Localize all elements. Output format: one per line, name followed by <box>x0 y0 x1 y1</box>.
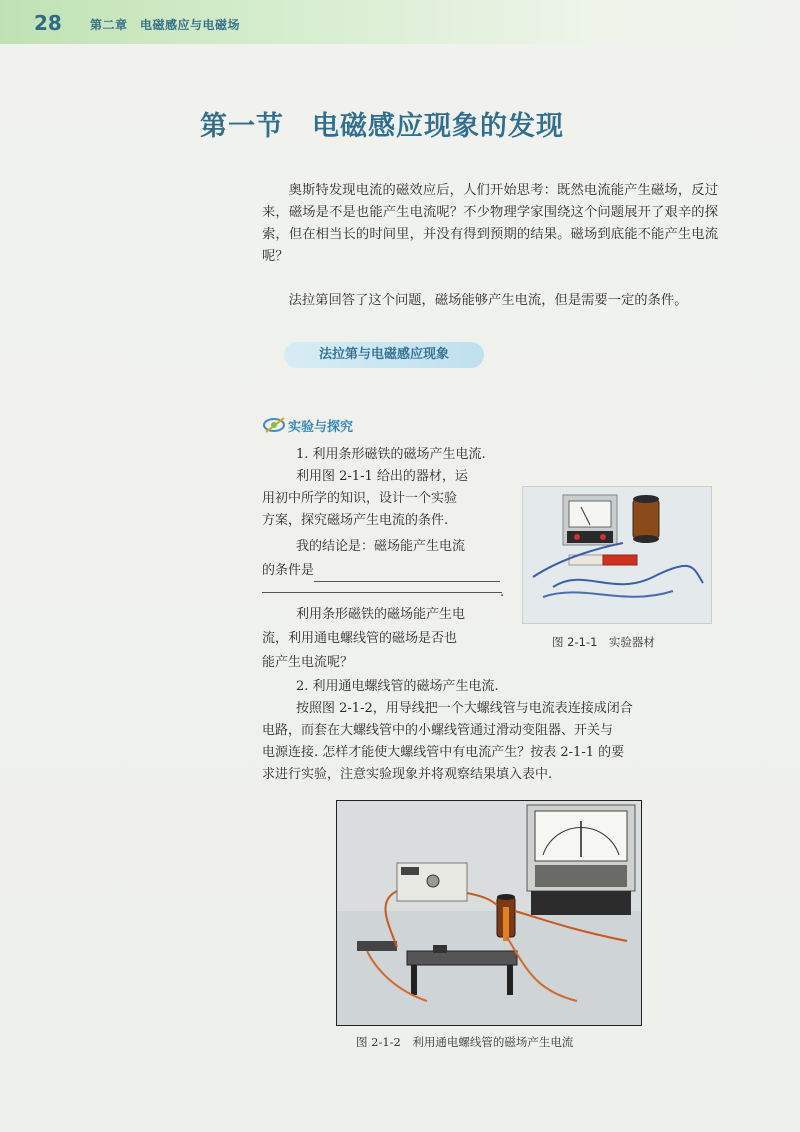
experiment-item-1-line: 用初中所学的知识，设计一个实验 <box>262 491 458 506</box>
question-line: 利用条形磁铁的磁场能产生电 <box>296 607 466 622</box>
figure-2-1-1-caption: 图 2-1-1 实验器材 <box>552 635 655 649</box>
apparatus-illustration <box>523 487 711 623</box>
experiment-item-2-line: 按照图 2-1-2，用导线把一个大螺线管与电流表连接成闭合 <box>296 701 633 716</box>
experiment-item-2-line: 电路，而套在大螺线管中的小螺线管通过滑动变阻器、开关与 <box>262 723 614 738</box>
solenoid-experiment-illustration <box>337 801 641 1025</box>
section-title: 第一节 电磁感应现象的发现 <box>200 111 564 142</box>
chapter-title: 第二章 电磁感应与电磁场 <box>90 18 241 32</box>
figure-2-1-2-photo <box>336 800 642 1026</box>
period-mark: . <box>500 585 505 600</box>
question-line: 能产生电流呢？ <box>262 655 354 670</box>
answer-blank-2[interactable] <box>262 592 502 593</box>
figure-2-1-2-caption: 图 2-1-2 利用通电螺线管的磁场产生电流 <box>356 1035 574 1049</box>
experiment-badge-label: 实验与探究 <box>288 420 354 435</box>
page-header <box>0 0 800 44</box>
experiment-item-2-title: 2. 利用通电螺线管的磁场产生电流. <box>296 679 499 694</box>
intro-paragraph-2: 法拉第回答了这个问题，磁场能够产生电流，但是需要一定的条件。 <box>288 293 688 308</box>
question-line: 流，利用通电螺线管的磁场是否也 <box>262 631 458 646</box>
experiment-item-1-line: 利用图 2-1-1 给出的器材，运 <box>296 469 468 484</box>
answer-blank[interactable] <box>314 567 500 582</box>
magnifier-icon <box>262 412 290 438</box>
subsection-heading: 法拉第与电磁感应现象 <box>284 342 484 368</box>
conclusion-line: 我的结论是：磁场能产生电流 <box>296 539 466 554</box>
experiment-item-2-line: 求进行实验，注意实验现象并将观察结果填入表中. <box>262 767 553 782</box>
conclusion-prompt <box>262 560 500 582</box>
page-number: 28 <box>34 11 62 35</box>
experiment-badge <box>262 412 382 438</box>
figure-2-1-1-photo <box>522 486 712 624</box>
experiment-item-2-line: 电源连接. 怎样才能使大螺线管中有电流产生？按表 2-1-1 的要 <box>262 745 625 760</box>
conclusion-prompt-text: 的条件是 <box>262 563 315 578</box>
experiment-item-1-title: 1. 利用条形磁铁的磁场产生电流. <box>296 447 486 462</box>
intro-paragraph-1: 奥斯特发现电流的磁效应后，人们开始思考：既然电流能产生磁场，反过来，磁场是不是也能产生电流呢？不少物理学家围绕这个问题展开了艰辛的探索，但在相当长的时间里，并没有得到预期的结果。磁场到底能不能产生电流呢？ <box>262 183 718 264</box>
experiment-item-1-line: 方案，探究磁场产生电流的条件. <box>262 513 449 528</box>
